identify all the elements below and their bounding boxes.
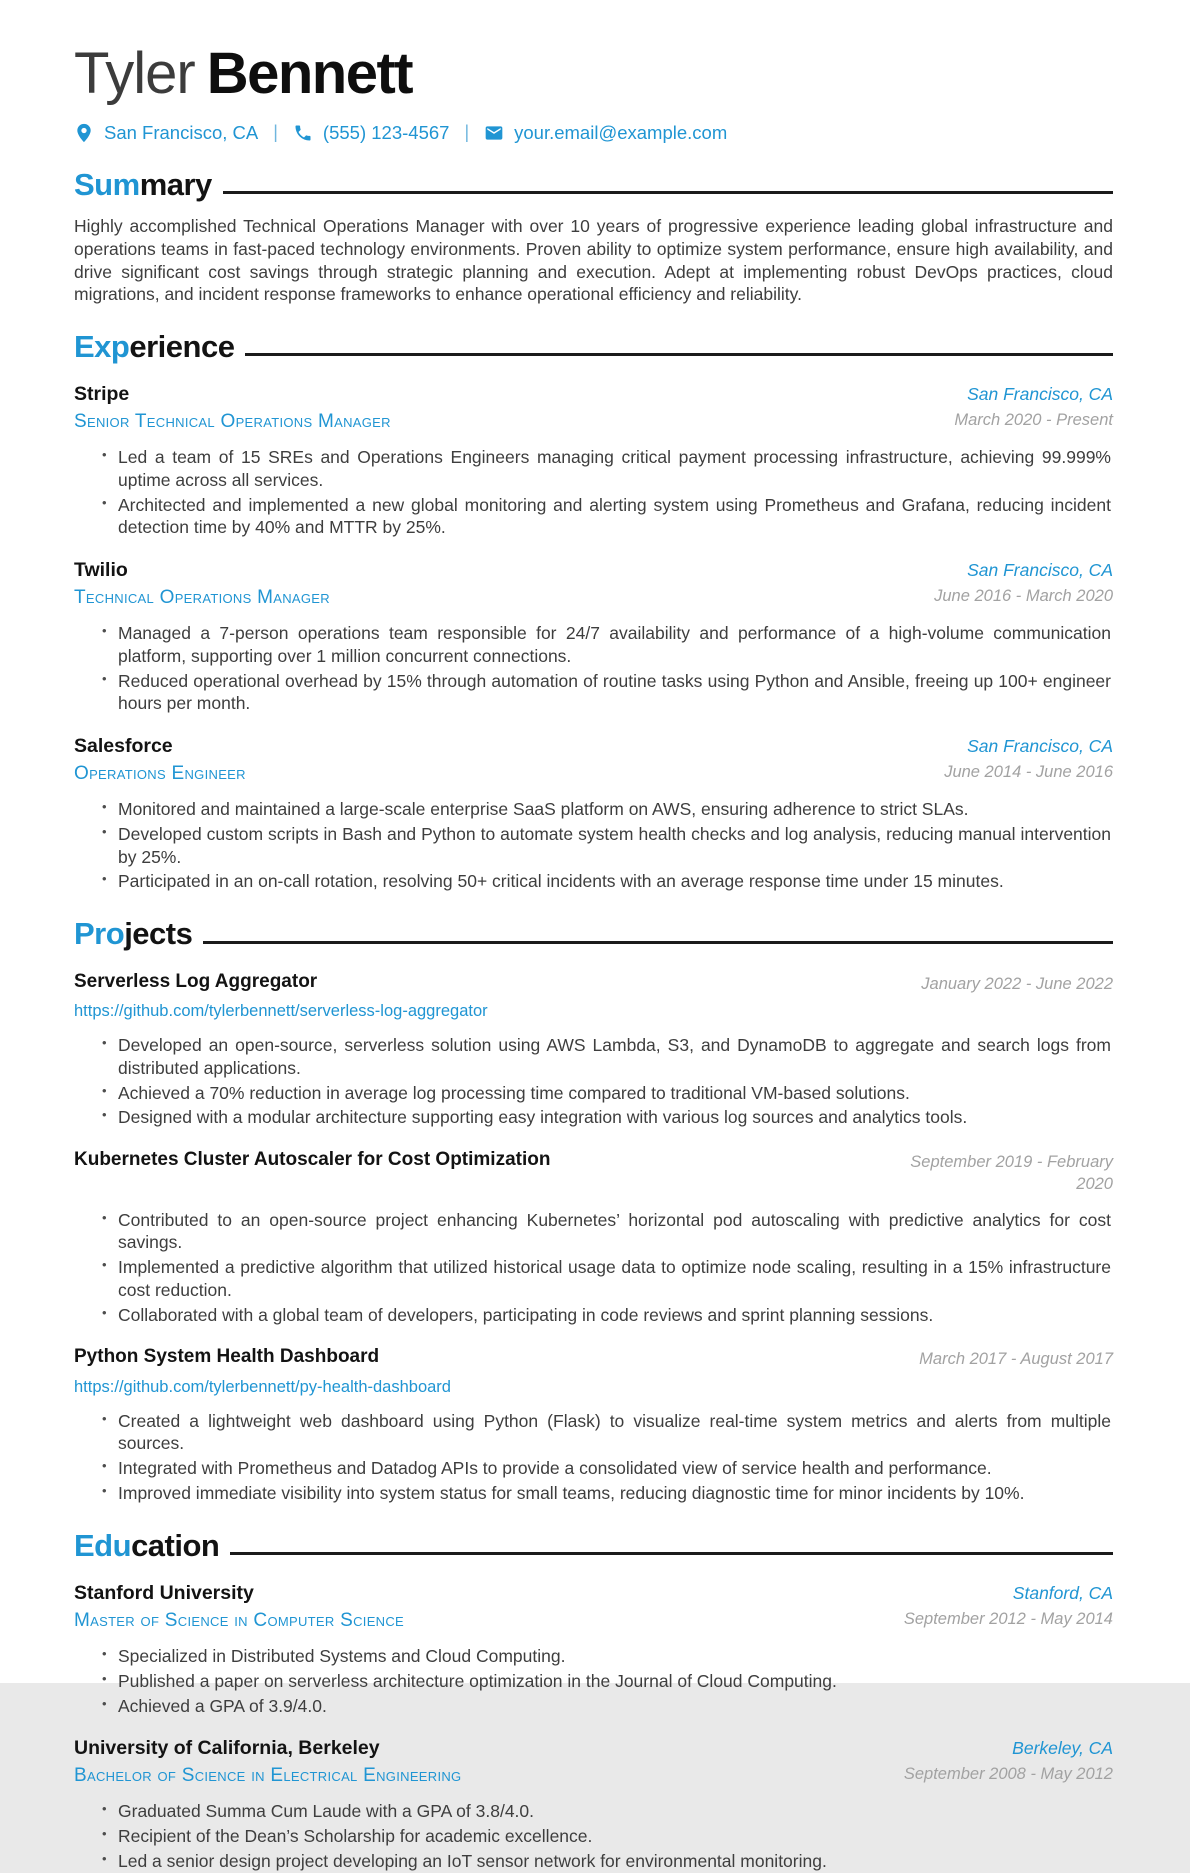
entry-dates: January 2022 - June 2022 xyxy=(921,974,1113,993)
bullet-item: • Developed custom scripts in Bash and Python to automate system health checks and log analysis, reducing manual intervention by 25%. xyxy=(74,823,1113,869)
contact-phone[interactable] xyxy=(293,122,450,144)
heading-rest: erience xyxy=(129,328,235,364)
position-title: Senior Technical Operations Manager xyxy=(74,411,391,433)
heading-highlight: Edu xyxy=(74,1527,132,1563)
bullet-item: • Achieved a GPA of 3.9/4.0. xyxy=(74,1695,1113,1718)
entry-location: San Francisco, CA xyxy=(967,736,1113,757)
entry-location: Berkeley, CA xyxy=(1012,1738,1113,1759)
bullet-item: • Implemented a predictive algorithm that utilized historical usage data to optimize node scaling, resulting in a 15% infrastructure cost reduction. xyxy=(74,1256,1113,1302)
bullet-item: • Graduated Summa Cum Laude with a GPA of 3.8/4.0. xyxy=(74,1800,1113,1823)
company-name: Twilio xyxy=(74,559,128,582)
section-heading-projects xyxy=(74,918,1113,951)
entry-dates: June 2014 - June 2016 xyxy=(944,763,1113,782)
project-title: Python System Health Dashboard xyxy=(74,1346,380,1368)
project-url-link[interactable]: https://github.com/tylerbennett/py-health-dashboard xyxy=(74,1377,451,1396)
bullet-list xyxy=(74,798,1113,893)
heading-highlight: Sum xyxy=(74,166,140,202)
bullet-item: • Achieved a 70% reduction in average log processing time compared to traditional VM-based solutions. xyxy=(74,1082,1113,1105)
bullet-list xyxy=(74,1645,1113,1717)
experience-entry xyxy=(74,559,1113,715)
section-heading-experience xyxy=(74,328,1113,364)
project-url-link[interactable]: https://github.com/tylerbennett/serverless-log-aggregator xyxy=(74,1002,488,1021)
heading-rule xyxy=(203,941,1113,944)
contact-row xyxy=(74,122,1113,144)
bullet-item: • Led a senior design project developing an IoT sensor network for environmental monitoring. xyxy=(74,1850,1113,1873)
heading-rule xyxy=(245,353,1113,356)
section-heading-education xyxy=(74,1527,1113,1563)
bullet-item: • Improved immediate visibility into system status for small teams, reducing diagnostic time for minor incidents by 10%. xyxy=(74,1482,1113,1505)
bullet-list xyxy=(74,1034,1113,1129)
contact-location xyxy=(74,122,258,144)
bullet-item: • Reduced operational overhead by 15% through automation of routine tasks using Python and Ansible, freeing up 100+ engineer hours per month. xyxy=(74,670,1113,716)
bullet-item: • Created a lightweight web dashboard using Python (Flask) to visualize real-time system metrics and alerts from multiple sources. xyxy=(74,1410,1113,1456)
bullet-item: • Contributed to an open-source project enhancing Kubernetes’ horizontal pod autoscaling with predictive analytics for cost savings. xyxy=(74,1209,1113,1255)
school-name: Stanford University xyxy=(74,1582,254,1605)
education-entry xyxy=(74,1582,1113,1717)
education-entry xyxy=(74,1737,1113,1872)
bullet-item: • Led a team of 15 SREs and Operations Engineers managing critical payment processing infrastructure, achieving 99.999% uptime across all services. xyxy=(74,446,1113,492)
education-entries xyxy=(74,1582,1113,1873)
entry-dates: March 2020 - Present xyxy=(954,411,1113,430)
heading-rest: cation xyxy=(131,1527,220,1563)
entry-head xyxy=(74,559,1113,609)
experience-entries xyxy=(74,383,1113,893)
bullet-item: • Integrated with Prometheus and Datadog APIs to provide a consolidated view of service health and performance. xyxy=(74,1457,1113,1480)
resume-header xyxy=(74,41,1113,144)
bullet-item: • Specialized in Distributed Systems and Cloud Computing. xyxy=(74,1645,1113,1668)
entry-location: San Francisco, CA xyxy=(967,384,1113,405)
bullet-item: • Recipient of the Dean’s Scholarship for academic excellence. xyxy=(74,1825,1113,1848)
project-entry xyxy=(74,1346,1113,1504)
school-name: University of California, Berkeley xyxy=(74,1737,380,1760)
heading-rule xyxy=(223,191,1113,194)
heading-rule xyxy=(230,1552,1113,1555)
entry-head xyxy=(74,1737,1113,1787)
degree-title: Master of Science in Computer Science xyxy=(74,1610,405,1632)
entry-dates: September 2008 - May 2012 xyxy=(903,1765,1113,1784)
section-education xyxy=(74,1527,1113,1873)
heading-rest: jects xyxy=(124,916,193,952)
entry-head xyxy=(74,1346,1113,1396)
first-name: Tyler xyxy=(74,41,195,106)
entry-location: San Francisco, CA xyxy=(967,560,1113,581)
entry-dates: March 2017 - August 2017 xyxy=(919,1350,1113,1369)
bullet-item: • Monitored and maintained a large-scale enterprise SaaS platform on AWS, ensuring adherence to strict SLAs. xyxy=(74,798,1113,821)
bullet-item: • Collaborated with a global team of developers, participating in code reviews and sprint planning sessions. xyxy=(74,1304,1113,1327)
bullet-item: • Managed a 7-person operations team responsible for 24/7 availability and performance of a high-volume communication platform, supporting over 1 million concurrent connections. xyxy=(74,622,1113,668)
company-name: Salesforce xyxy=(74,735,173,758)
entry-head xyxy=(74,383,1113,433)
heading-rest: mary xyxy=(139,166,212,202)
company-name: Stripe xyxy=(74,383,130,406)
bullet-item: • Architected and implemented a new global monitoring and alerting system using Prometheus and Grafana, reducing incident detection time by 40% and MTTR by 25%. xyxy=(74,494,1113,540)
bullet-list xyxy=(74,446,1113,539)
section-projects xyxy=(74,918,1113,1504)
project-entry xyxy=(74,1149,1113,1326)
entry-dates: September 2019 - February 2020 xyxy=(910,1153,1113,1194)
bullet-item: • Developed an open-source, serverless solution using AWS Lambda, S3, and DynamoDB to aggregate and search logs from distributed applications. xyxy=(74,1034,1113,1080)
bullet-list xyxy=(74,622,1113,715)
envelope-icon xyxy=(484,123,504,143)
bullet-item: • Published a paper on serverless architecture optimization in the Journal of Cloud Computing. xyxy=(74,1670,1113,1693)
last-name: Bennett xyxy=(206,41,413,106)
person-name xyxy=(74,41,1113,106)
phone-text: (555) 123-4567 xyxy=(322,121,450,143)
heading-highlight: Exp xyxy=(74,328,130,364)
project-entry xyxy=(74,971,1113,1129)
entry-head xyxy=(74,1149,1113,1196)
bullet-item: • Designed with a modular architecture supporting easy integration with various log sources and analytics tools. xyxy=(74,1106,1113,1129)
entry-dates: June 2016 - March 2020 xyxy=(934,587,1113,606)
contact-separator: | xyxy=(273,122,278,143)
bullet-item: • Participated in an on-call rotation, resolving 50+ critical incidents with an average response time under 15 minutes. xyxy=(74,870,1113,893)
entry-location: Stanford, CA xyxy=(1012,1583,1113,1604)
project-title: Serverless Log Aggregator xyxy=(74,970,318,992)
entry-dates: September 2012 - May 2014 xyxy=(903,1610,1113,1629)
position-title: Technical Operations Manager xyxy=(74,587,330,609)
entry-head xyxy=(74,735,1113,785)
bullet-list xyxy=(74,1800,1113,1872)
bullet-list xyxy=(74,1209,1113,1327)
section-summary xyxy=(74,166,1113,306)
phone-icon xyxy=(293,123,313,143)
email-text: your.email@example.com xyxy=(514,121,728,143)
contact-separator: | xyxy=(464,122,470,143)
contact-email[interactable] xyxy=(484,122,727,144)
entry-head xyxy=(74,1582,1113,1632)
experience-entry xyxy=(74,735,1113,893)
entry-head xyxy=(74,971,1113,1021)
project-title: Kubernetes Cluster Autoscaler for Cost Optimization xyxy=(74,1149,551,1171)
degree-title: Bachelor of Science in Electrical Engineering xyxy=(74,1765,462,1787)
summary-text: Highly accomplished Technical Operations Manager with over 10 years of progressive experience leading global infrastructure and operations teams in fast-paced technology environments. Proven ability to optimize system performance, ensure high availability, and drive significant cost savings through strategic planning and execution. Adept at implementing robust DevOps practices, cloud migrations, and incident response frameworks to enhance operational efficiency and reliability. xyxy=(74,216,1113,305)
location-text: San Francisco, CA xyxy=(104,121,259,143)
position-title: Operations Engineer xyxy=(74,763,246,785)
heading-highlight: Pro xyxy=(74,916,125,952)
bullet-list xyxy=(74,1410,1113,1505)
section-heading-summary xyxy=(74,166,1113,202)
experience-entry xyxy=(74,383,1113,539)
location-pin-icon xyxy=(74,123,94,143)
project-entries xyxy=(74,971,1113,1505)
section-experience xyxy=(74,328,1113,894)
